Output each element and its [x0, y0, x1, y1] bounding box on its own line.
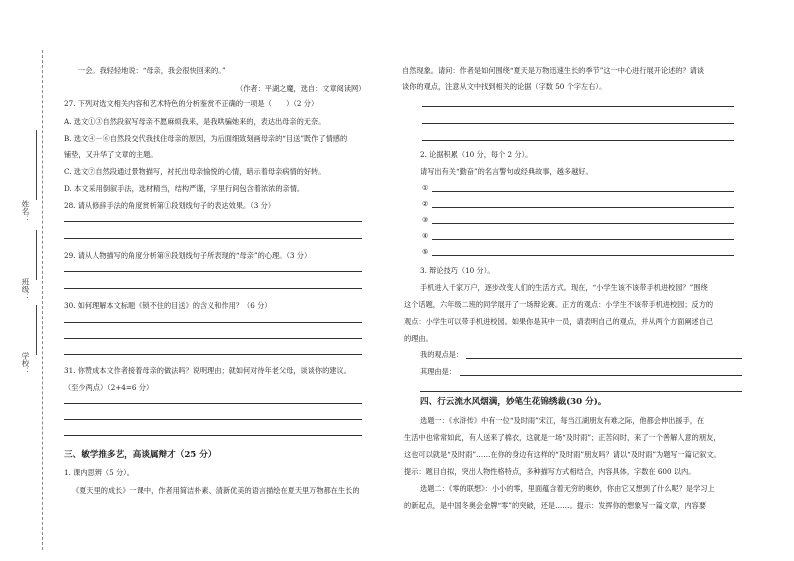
option-c: C. 选文⑦自然段通过景物描写，衬托出母亲愉悦的心情，暗示着母亲病情的好转。 [64, 167, 326, 176]
text-line: 一会。我轻轻地说：“母亲，我会很快回来的。” [78, 66, 226, 75]
section-4-heading: 四、行云流水风烟满，妙笔生花锦绣裁(30 分)。 [420, 397, 607, 407]
answer-line[interactable] [64, 354, 362, 355]
school-label: 学校： [21, 352, 30, 375]
opinion-line[interactable] [466, 358, 742, 359]
answer-line[interactable] [64, 322, 362, 323]
answer-line[interactable] [422, 123, 734, 124]
source-line: （作者：平湖之魔，选自：文章阅读网） [236, 84, 366, 93]
answer-line[interactable] [422, 140, 734, 141]
reason-line[interactable] [420, 391, 742, 392]
answer-line[interactable] [64, 435, 362, 436]
answer-line[interactable] [432, 223, 734, 224]
question-27: 27. 下列对选文相关内容和艺术特色的分析鉴赏不正确的一项是（ ）（2 分） [64, 99, 319, 108]
answer-line[interactable] [64, 338, 362, 339]
answer-line[interactable] [64, 238, 362, 239]
option-d: D. 本文采用倒叙手法，选材精当，结构严谨，字里行间包含着浓浓的亲情。 [64, 184, 305, 193]
bullet-3: ③ [422, 215, 429, 224]
text-line: 这也可以就是“及时雨”……在你的身边有这样的“及时雨”朋友吗？请以“及时雨”为题写一篇记叙文。 [404, 450, 721, 459]
text-line: 手机进入千家万户，逐步改变人们的生活方式。现在，“小学生该不该带手机进校园？”围绕 [420, 283, 708, 292]
section-3-heading: 三、敏学推多艺，高谈属辩才（25 分） [64, 450, 217, 460]
text-line: 的新起点，是中国冬奥会金牌“零”的突破，还是……。提示：发挥你的想象写一篇文章，内容要 [404, 501, 707, 510]
text-line: 这个话题，六年级二班的同学展开了一场辩论赛。正方的观点：小学生不该带手机进校园；反方的 [404, 300, 714, 309]
name-blank-line [36, 130, 37, 200]
answer-line[interactable] [432, 255, 734, 256]
option-b: B. 选文④－⑥自然段交代我找住母亲的原因，为后面细致刻画母亲的“目送”既作了情感的 [64, 134, 348, 143]
sub-question-2: 2. 论据积累（10 分，每个 2 分）。 [420, 150, 533, 159]
text-line: 提示：题目自拟，突出人物性格特点，多种描写方式相结合，内容具体，字数在 600 以内。 [404, 467, 696, 476]
question-30: 30. 如何理解本文标题《锁不住的目送》的含义和作用？（6 分） [64, 301, 272, 310]
question-31-cont: （至少两点）（2+4=6 分） [64, 383, 154, 392]
answer-line[interactable] [64, 271, 362, 272]
answer-line[interactable] [432, 239, 734, 240]
reason-line[interactable] [460, 375, 742, 376]
answer-line[interactable] [432, 191, 734, 192]
option-a: A. 选文①③自然段叙写母亲不愿麻烦我来，是我哄骗她来的，表达出母亲的无奈。 [64, 117, 326, 126]
bullet-5: ⑤ [422, 247, 429, 256]
topic-2: 选题二：《零的联想》：小小的零，里面蕴含着无穷的奥妙，你由它又想到了什么呢？是学习上 [420, 484, 715, 493]
class-blank-line [36, 230, 37, 280]
question-29: 29. 请从人物描写的角度分析第⑧段划线句子所表现的“母亲”的心理。（3 分） [64, 251, 312, 260]
text-line: 的理由。 [404, 334, 433, 343]
answer-line[interactable] [64, 419, 362, 420]
question-31: 31. 你赞成本文作者接着母亲的做法吗？说明理由；就如何对待年老父母，谈谈你的建议。 [64, 366, 351, 375]
text-line: 谈你的观点，注意从文中找到相关的论据（字数 50 个字左右）。 [402, 82, 607, 91]
school-blank-line [36, 305, 37, 355]
text-line: 生活中也常常如此，有人送来了棉衣，这就是一场“及时雨”；正苦闷时，来了一个善解人意的朋友， [404, 433, 721, 442]
reason-label: 其理由是： [420, 367, 456, 376]
question-28: 28. 请从修辞手法的角度赏析第①段划线句子的表达效果。（3 分） [64, 201, 276, 210]
name-label: 姓名： [21, 200, 30, 223]
sub-question-1: 1. 课内思辨（5 分）。 [64, 468, 134, 477]
class-label: 班级： [21, 278, 30, 301]
option-b-cont: 铺垫，又升华了文章的主题。 [64, 150, 158, 159]
answer-line[interactable] [64, 288, 362, 289]
answer-line[interactable] [432, 207, 734, 208]
bullet-2: ② [422, 199, 429, 208]
text-line: 《夏天里的成长》一课中，作者用简洁朴素、清新优美的语言描绘在夏天里万物都在生长的 [72, 486, 360, 495]
text-line: 观点：小学生可以带手机进校园。如果你是其中一员，请表明自己的观点，并从两个方面阐述自己 [404, 317, 714, 326]
sub-question-3: 3. 辩论技巧（10 分）。 [420, 266, 495, 275]
opinion-label: 我的观点是： [420, 350, 464, 359]
text-line: 自然现象。请问：作者是如何围绕“夏天是万物迅速生长的季节”这一中心进行展开论述的？请谈 [402, 66, 705, 75]
text-line: 请写出有关“勤奋”的名言警句或经典故事，越多越好。 [420, 167, 593, 176]
bullet-1: ① [422, 183, 429, 192]
answer-line[interactable] [64, 403, 362, 404]
bullet-4: ④ [422, 231, 429, 240]
answer-line[interactable] [64, 221, 362, 222]
answer-line[interactable] [422, 106, 734, 107]
binding-line [42, 50, 43, 550]
topic-1: 选题一：《水浒传》中有一位“及时雨”宋江，每当江湖朋友有难之际，他都会伸出援手，在 [420, 416, 705, 425]
